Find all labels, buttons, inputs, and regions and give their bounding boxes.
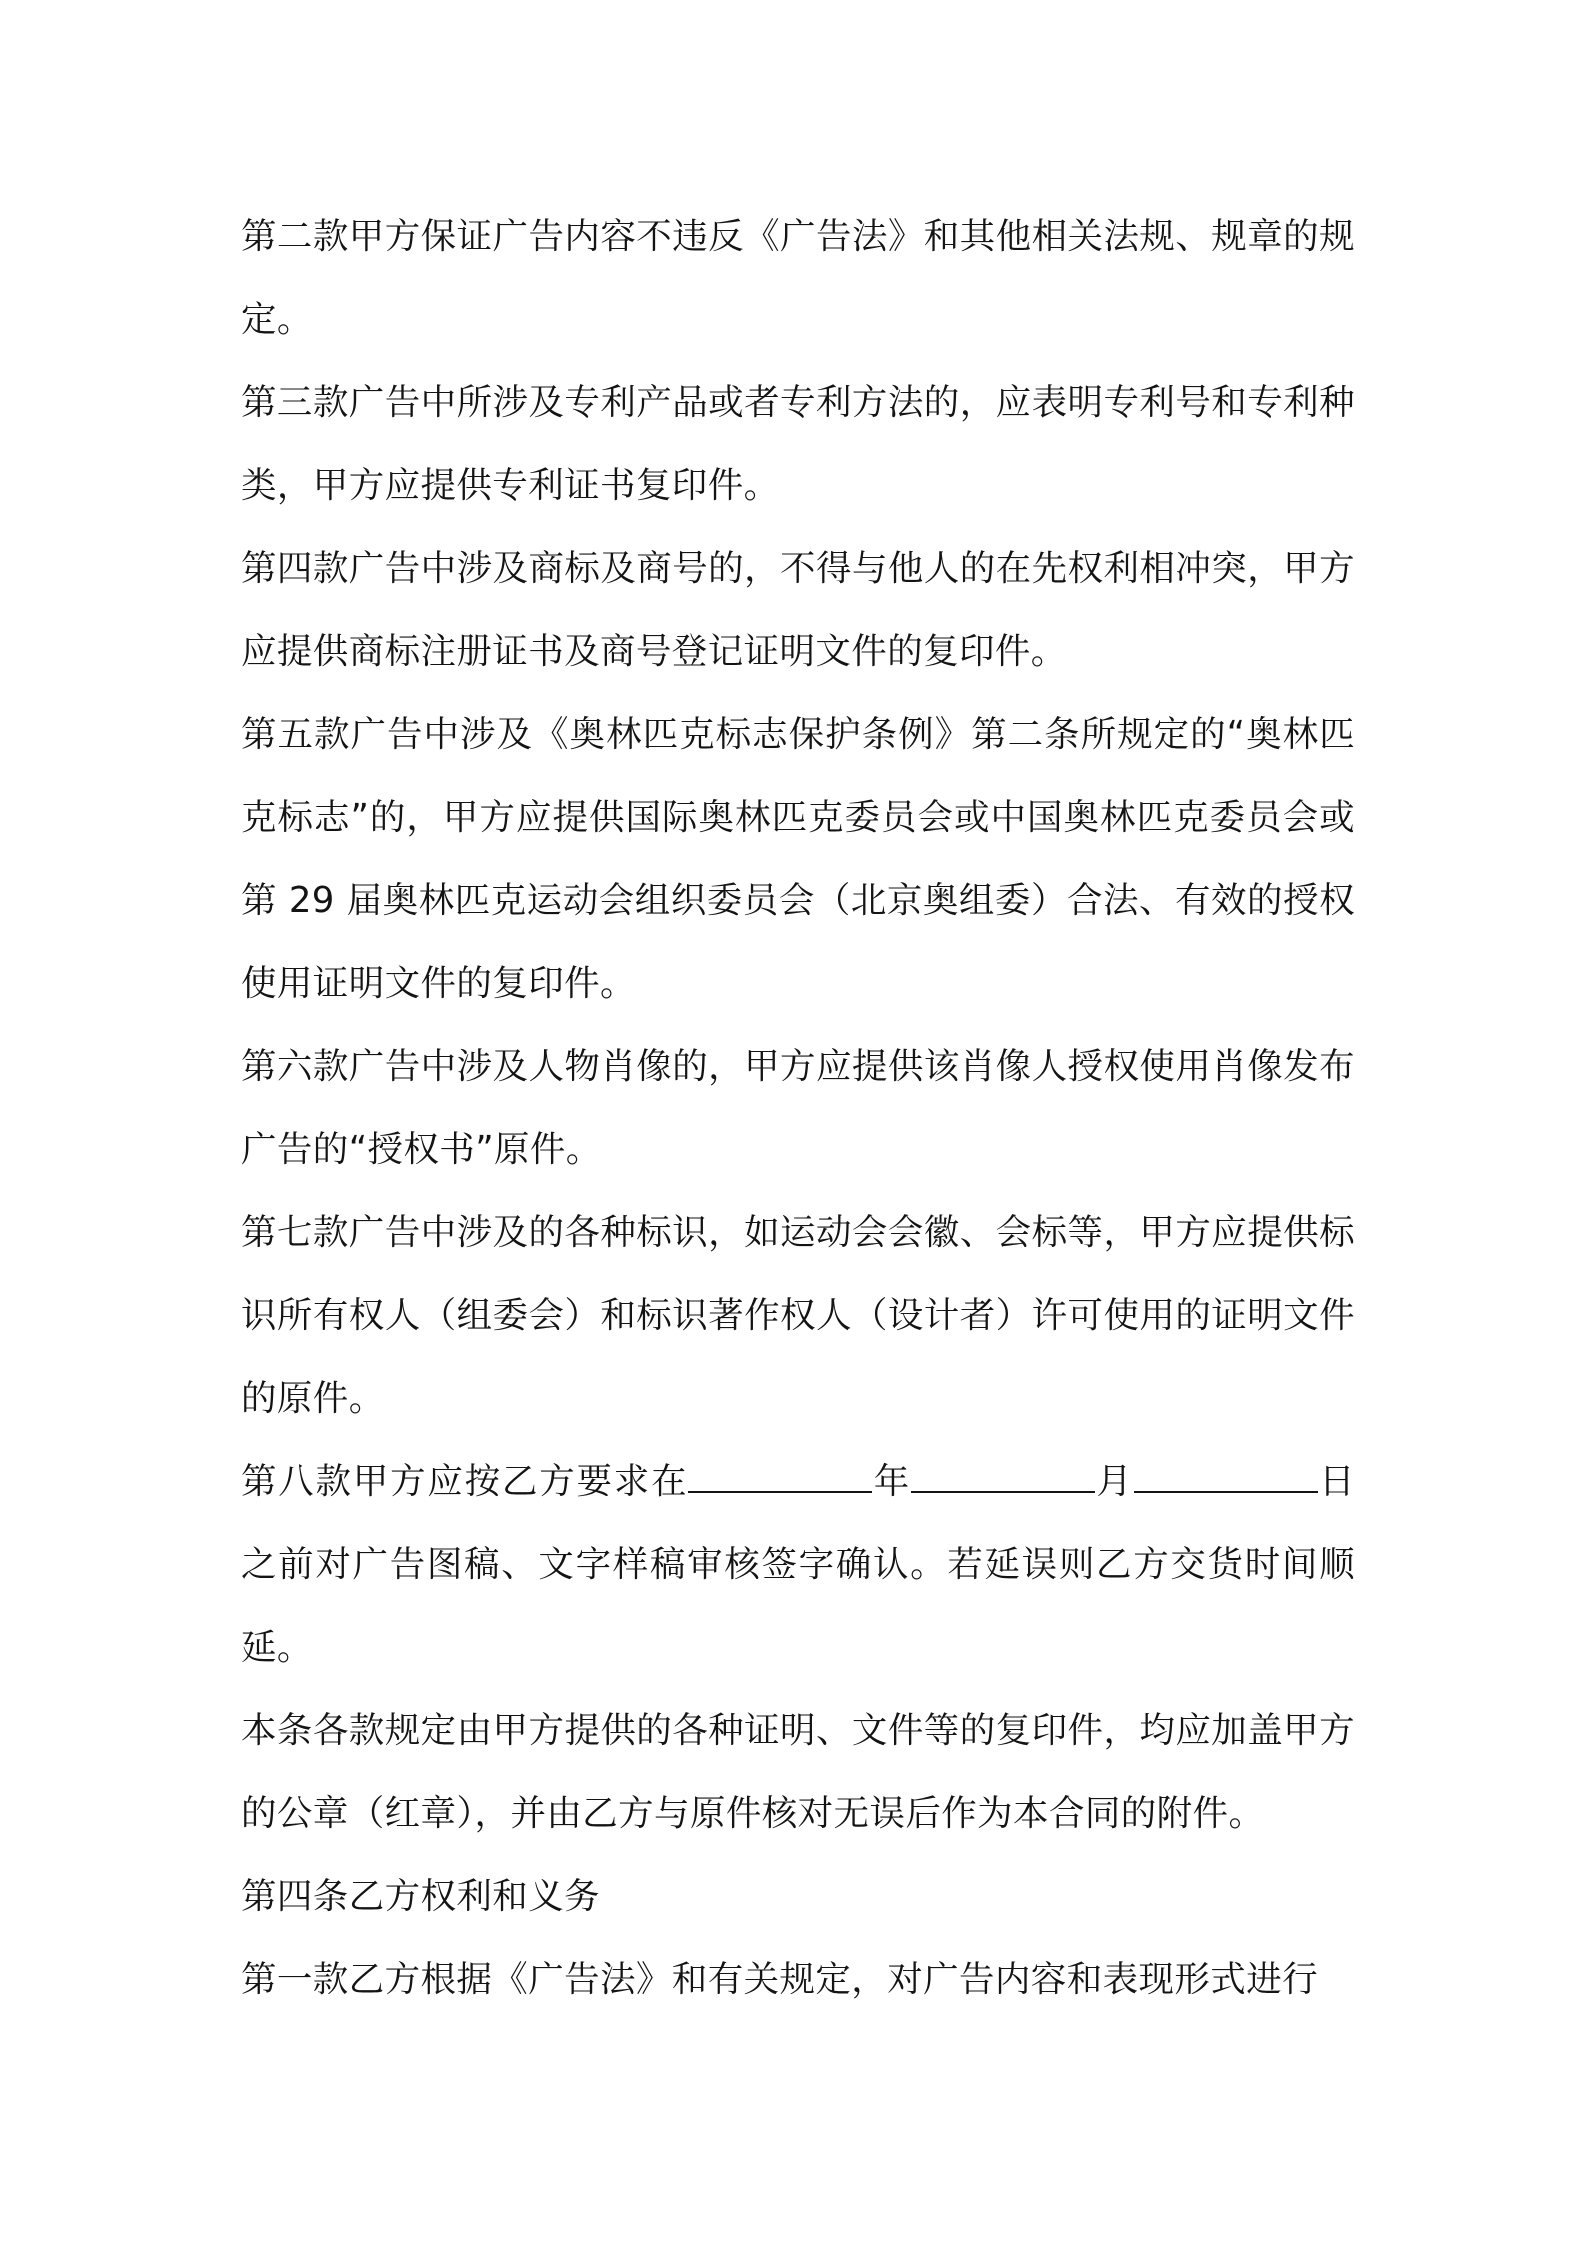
year-blank-field[interactable] xyxy=(688,1459,872,1493)
article-4-heading: 第四条乙方权利和义务 xyxy=(241,1876,601,1917)
clause-8-prefix: 第八款甲方应按乙方要求在 xyxy=(241,1461,689,1502)
clause-4: 第四款广告中涉及商标及商号的，不得与他人的在先权利相冲突，甲方应提供商标注册证书及商号登记证明文件的复印件。 xyxy=(241,548,1355,672)
document-body xyxy=(241,195,1355,2021)
clause-5: 第五款广告中涉及《奥林匹克标志保护条例》第二条所规定的“奥林匹克标志”的，甲方应提供国际奥林匹克委员会或中国奥林匹克委员会或第 29 届奥林匹克运动会组织委员会（北京奥组委）合法、有效的授权使用证明文件的复印件。 xyxy=(241,714,1355,1004)
clause-8-suffix: 日之前对广告图稿、文字样稿审核签字确认。若延误则乙方交货时间顺延。 xyxy=(241,1461,1355,1668)
day-blank-field[interactable] xyxy=(1134,1459,1318,1493)
clause-7: 第七款广告中涉及的各种标识，如运动会会徽、会标等，甲方应提供标识所有权人（组委会）和标识著作权人（设计者）许可使用的证明文件的原件。 xyxy=(241,1212,1355,1419)
month-blank-field[interactable] xyxy=(911,1459,1095,1493)
article-4-clause-1: 第一款乙方根据《广告法》和有关规定，对广告内容和表现形式进行 xyxy=(241,1959,1319,2000)
closing-note: 本条各款规定由甲方提供的各种证明、文件等的复印件，均应加盖甲方的公章（红章），并由乙方与原件核对无误后作为本合同的附件。 xyxy=(241,1710,1355,1834)
clause-6: 第六款广告中涉及人物肖像的，甲方应提供该肖像人授权使用肖像发布广告的“授权书”原件。 xyxy=(241,1046,1355,1170)
clause-3: 第三款广告中所涉及专利产品或者专利方法的，应表明专利号和专利种类，甲方应提供专利证书复印件。 xyxy=(241,382,1355,506)
clause-8 xyxy=(241,1440,1355,1689)
month-label: 月 xyxy=(1095,1461,1134,1502)
year-label: 年 xyxy=(872,1461,912,1502)
clause-2: 第二款甲方保证广告内容不违反《广告法》和其他相关法规、规章的规定。 xyxy=(241,216,1355,340)
